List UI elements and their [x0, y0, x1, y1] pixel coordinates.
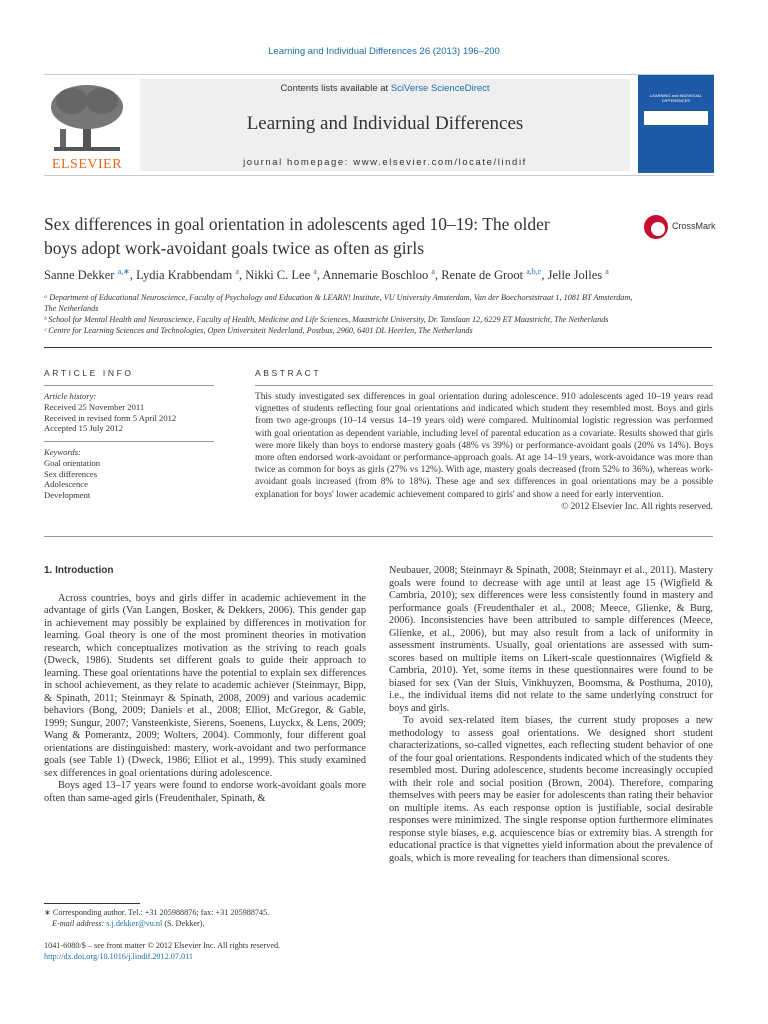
journal-citation[interactable]: Learning and Individual Differences 26 (2013) 196–200 [268, 46, 500, 57]
history-item: Accepted 15 July 2012 [44, 423, 123, 434]
left-column [44, 565, 366, 805]
email-suffix: (S. Dekker). [162, 919, 205, 928]
author-sup[interactable]: a [431, 267, 435, 276]
author-name: Lydia Krabbendam [136, 268, 233, 283]
divider [255, 385, 713, 386]
keywords [44, 447, 214, 501]
masthead [44, 74, 714, 176]
history-label: Article history: [44, 391, 97, 401]
article-title [44, 212, 634, 260]
author-sup[interactable]: a [235, 267, 239, 276]
email-label: E-mail address: [52, 919, 107, 928]
body-paragraph: Boys aged 13–17 years were found to endorse work-avoidant goals more often than same-aged girls (Freudenthaler, Spinath, & [44, 780, 366, 804]
elsevier-logo [44, 81, 130, 172]
email-link[interactable]: s.j.dekker@vu.nl [106, 919, 163, 928]
contents-line [140, 83, 630, 94]
author-name: Sanne Dekker [44, 268, 115, 283]
history-item: Received in revised form 5 April 2012 [44, 412, 177, 423]
footnote-rule [44, 903, 140, 904]
body-paragraph: To avoid sex-related item biases, the current study proposes a new methodology to assess goal orientations. We designed short student characterizations, so-called vignettes, each reflecting student behavior of one of the four goal orientations. Respondents indicated which of the students they resembled most. During adolescence, students become increasingly occupied with their role and social position (Brown, 2004). Therefore, comparing themselves with peers may be easier for adolescents than rating their behavior on multiple items. As each response option is justifiable, social desirable responses were minimized. The single response option furthermore eliminates response style biases, e.g. acquiescence bias or extremity bias. A strength for educational practice is that vignettes yield information about the prevalence of goals, which is more revealing for teachers than dimensional scores. [389, 715, 713, 864]
author-sup[interactable]: a,∗ [117, 267, 130, 276]
keyword: Sex differences [44, 468, 98, 479]
article-history [44, 391, 214, 434]
author-list: Sanne Dekker $^{a,∗}$, Lydia Krabbendam $^a$, Nikki C. Lee $^a$, Annemarie Boschloo $^a$, Renate de Groot $^{a,b,c}$, Jelle Jolles $^a$ [44, 267, 609, 283]
crossmark-icon [644, 215, 668, 239]
journal-homepage[interactable]: journal homepage: www.elsevier.com/locate/lindif [243, 157, 527, 168]
divider [44, 536, 713, 537]
keyword: Goal orientation [44, 457, 101, 468]
divider [44, 385, 214, 386]
crossmark-badge[interactable] [642, 213, 722, 243]
footnotes [44, 907, 364, 929]
masthead-center [140, 79, 630, 171]
divider [44, 347, 712, 348]
publication-info [44, 940, 404, 962]
affiliation: ᵇ School for Mental Health and Neuroscience, Faculty of Health, Medicine and Life Sciences, Maastricht University, Dr. Tanslaan 12, 6229 ET Maastricht, The Netherlands [44, 315, 609, 324]
elsevier-tree-icon [44, 81, 130, 155]
abstract-body [255, 391, 713, 513]
body-paragraph: Across countries, boys and girls differ in academic achievement in the advantage of girls (Van Langen, Bosker, & Dekkers, 2006). This gender gap in achievement may possibly be explained by differences in motivation for learning. Goal theory is one of the most prominent theories in motivation research, which conceptualizes motivation as the striving to reach goals (Dweck, 1986). Students set different goals to guide their approach to learning. These goal orientations have the potential to explain sex differences in school achievement, as they relate to academic achiever (Steinmayr, Bipp, & Spinath, 2011; Steinmayr & Spinath, 2008, 2009) and various academic behaviors (Bong, 2009; Daniels et al., 2008; Elliot, McGregor, & Gable, 1999; Sungur, 2007; Vansteenkiste, Sierens, Soenens, Luyckx, & Lens, 2009; Wang & Pomerantz, 2009; Wolters, 2004). Commonly, four different goal orientations are distinguished: mastery, work-avoidant and two performance goals (see Table 1) (Dweck, 1986; Elliot et al., 1999). This study examined sex differences in goal orientations during adolescence. [44, 592, 366, 779]
author-name: Annemarie Boschloo [322, 268, 429, 283]
journal-cover[interactable] [638, 75, 714, 173]
doi-link[interactable]: http://dx.doi.org/10.1016/j.lindif.2012.07.011 [44, 952, 193, 961]
author-name: Renate de Groot [441, 268, 524, 283]
author-sup[interactable]: a [605, 267, 609, 276]
divider [44, 441, 214, 442]
author-sup[interactable]: a,b,c [526, 267, 542, 276]
abstract-heading: ABSTRACT [255, 368, 322, 378]
journal-name: Learning and Individual Differences [246, 113, 524, 134]
cover-image-strip [644, 111, 708, 125]
keyword: Adolescence [44, 479, 88, 490]
issn-line: 1041-6080/$ – see front matter © 2012 Elsevier Inc. All rights reserved. [44, 941, 281, 950]
keywords-label: Keywords: [44, 447, 81, 457]
sciencedirect-link[interactable]: SciVerse ScienceDirect [390, 83, 490, 94]
abstract-text: This study investigated sex differences in goal orientation during adolescence. 910 adolescents aged 10–19 years read vignettes of students reflecting four goal orientations and indicated which student they resembled most. Boys and girls from two age-groups (10–14 versus 14–19 years old) were compared. Multinomial logistic regression was performed with goal orientation as dependent variable, including level of parental education as a covariate. Results showed that girls were more likely than boys to endorse mastery goals (48% vs 39%) or performance-avoidant goals (20% vs 14%). Boys more often endorsed work-avoidant or performance-approach goals. At age 14–19 years, work-avoidance was more than twice as common for boys as girls (27% vs 12%). With age, mastery goals decreased (from 52% to 36%), whereas work-avoidant goals increased (from 8% to 18%). These age and sex differences in goal orientations may be a possible explanation for boys' lower academic achievement compared to girls' and show a need for early intervention. [255, 392, 713, 500]
affiliation: ᵃ Department of Educational Neuroscience, Faculty of Psychology and Education & LEARN! Institute, VU University Amsterdam, Van der Boechorststraat 1, 1081 BT Amsterdam, [44, 293, 633, 302]
history-item: Received 25 November 2011 [44, 401, 145, 412]
abstract-copyright: © 2012 Elsevier Inc. All rights reserved. [561, 501, 713, 512]
affiliation: ᶜ Centre for Learning Sciences and Technologies, Open Universiteit Nederland, Postbus, 2960, 6401 DL Heerlen, The Netherlands [44, 326, 473, 335]
elsevier-wordmark: ELSEVIER [51, 157, 123, 172]
right-column [389, 565, 713, 865]
contents-prefix: Contents lists available at [280, 83, 391, 94]
corresponding-author: ∗ Corresponding author. Tel.: +31 205988876; fax: +31 205988745. [44, 908, 270, 917]
cover-title: LEARNING and INDIVIDUAL DIFFERENCES [650, 93, 702, 103]
author-name: Nikki C. Lee [245, 268, 311, 283]
author-name: Jelle Jolles [547, 268, 603, 283]
section-heading: 1. Introduction [44, 565, 114, 576]
article-info-heading: ARTICLE INFO [44, 368, 134, 378]
keyword: Development [44, 490, 91, 501]
body-paragraph: Neubauer, 2008; Steinmayr & Spinath, 2008; Steinmayr et al., 2011). Mastery goals were found to decrease with age until at least age 15 (Wigfield & Cambria, 2010); sex differences were less consistently found in mastery and performance goals (Freudenthaler et al., 2008; Meece, Glienke, & Burg, 2006). Inconsistencies have been attributed to sample differences (Meece, Glienke, et al., 2006), but may also result from a lack of uniformity in assessment instruments. Usually, goal orientations are assessed with sum-scores based on multiple items on Likert-scale questionnaires (Wigfield & Cambria, 2010). Yet, some items in these questionnaires were found to be biased for sex (Van der Sluis, Vinkhuyzen, Boomsma, & Posthuma, 2010), i.e., the individual items did not relate to the same underlying construct for boys and girls. [389, 565, 713, 714]
title-line-2: boys adopt work-avoidant goals twice as often as girls [44, 238, 425, 258]
crossmark-label: CrossMark [672, 221, 716, 231]
affiliation: The Netherlands [44, 304, 99, 313]
title-line-1: Sex differences in goal orientation in adolescents aged 10–19: The older [44, 214, 550, 234]
author-sup[interactable]: a [313, 267, 317, 276]
